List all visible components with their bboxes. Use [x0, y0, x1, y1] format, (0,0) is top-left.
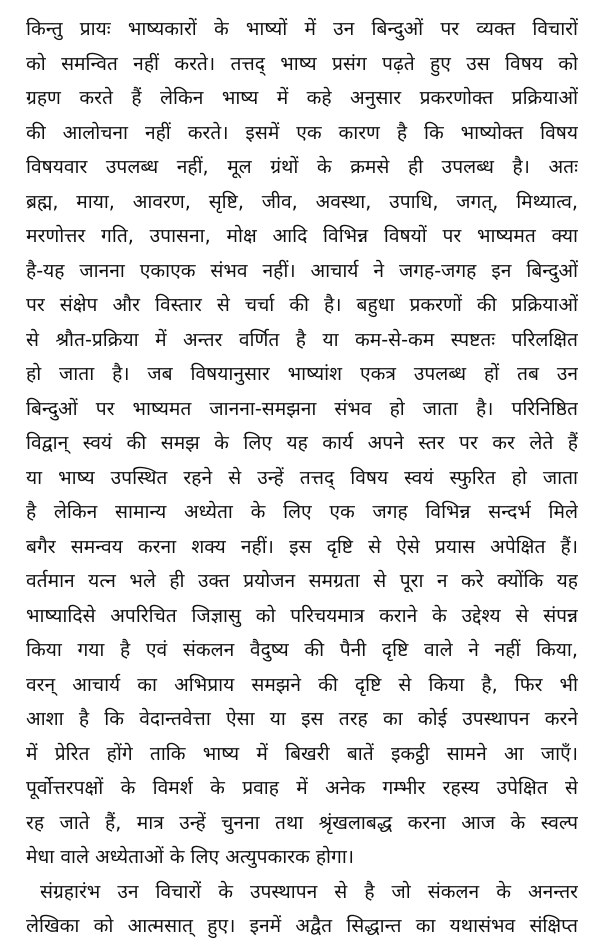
text-line: पर संक्षेप और विस्तार से चर्चा की है। बहुधा प्रकरणों की प्रक्रियाओं [26, 293, 578, 316]
text-line: या भाष्य उपस्थित रहने से उन्हें तत्तद् विषय स्वयं स्फुरित हो जाता [26, 465, 578, 489]
text-line: से श्रौत-प्रक्रिया में अन्तर वर्णित है या कम-से-कम स्पष्टतः परिलक्षित [26, 327, 578, 351]
text-line: विषयवार उपलब्ध नहीं, मूल ग्रंथों के क्रमसे ही उपलब्ध है। अतः [26, 155, 578, 178]
text-line: किया गया है एवं संकलन वैदुष्य की पैनी दृष्टि वाले ने नहीं किया, [26, 638, 578, 661]
paragraph-start-line: संग्रहारंभ उन विचारों के उपस्थापन से है जो संकलन के अनन्तर [40, 879, 578, 903]
text-line: है-यह जानना एकाएक संभव नहीं। आचार्य ने जगह-जगह इन बिन्दुओं [26, 258, 578, 282]
text-line: बिन्दुओं पर भाष्यमत जानना-समझना संभव हो जाता है। परिनिष्ठित [26, 396, 578, 420]
text-line: को समन्वित नहीं करते। तत्तद् भाष्य प्रसंग पढ़ते हुए उस विषय को [26, 51, 578, 75]
text-line: में प्रेरित होंगे ताकि भाष्य में बिखरी बातें इकट्ठी सामने आ जाएँ। [26, 741, 578, 765]
text-line: की आलोचना नहीं करते। इसमें एक कारण है कि भाष्योक्त विषय [26, 120, 578, 144]
text-line: हो जाता है। जब विषयानुसार भाष्यांश एकत्र उपलब्ध हों तब उन [26, 362, 578, 385]
text-line: आशा है कि वेदान्तवेत्ता ऐसा या इस तरह का कोई उपस्थापन करने [26, 707, 578, 730]
text-line: वर्तमान यत्न भले ही उक्त प्रयोजन समग्रता से पूरा न करे क्योंकि यह [26, 569, 578, 592]
text-line: किन्तु प्रायः भाष्यकारों के भाष्यों में उन बिन्दुओं पर व्यक्त विचारों [26, 17, 578, 40]
text-line: है लेकिन सामान्य अध्येता के लिए एक जगह विभिन्न सन्दर्भ मिले [26, 500, 578, 523]
text-line: ग्रहण करते हैं लेकिन भाष्य में कहे अनुसार प्रकरणोक्त प्रक्रियाओं [26, 86, 578, 109]
paragraph-end-line: मेधा वाले अध्येताओं के लिए अत्युपकारक होगा। [26, 845, 355, 868]
text-line: ब्रह्म, माया, आवरण, सृष्टि, जीव, अवस्था, उपाधि, जगत्, मिथ्यात्व, [26, 189, 578, 213]
text-line: विद्वान् स्वयं की समझ के लिए यह कार्य अपने स्तर पर कर लेते हैं [26, 431, 578, 454]
text-line: वरन् आचार्य का अभिप्राय समझने की दृष्टि से किया है, फिर भी [26, 672, 578, 696]
text-line: भाष्यादिसे अपरिचित जिज्ञासु को परिचयमात्र कराने के उद्देश्य से संपन्न [26, 603, 578, 627]
document-page [26, 12, 578, 944]
text-line: लेखिका को आत्मसात् हुए। इनमें अद्वैत सिद्धान्त का यथासंभव संक्षिप्त [26, 914, 578, 937]
text-line: रह जाते हैं, मात्र उन्हें चुनना तथा श्रृंखलाबद्ध करना आज के स्वल्प [26, 810, 578, 834]
text-line: पूर्वोत्तरपक्षों के विमर्श के प्रवाह में अनेक गम्भीर रहस्य उपेक्षित से [26, 776, 578, 799]
text-line: बगैर समन्वय करना शक्य नहीं। इस दृष्टि से ऐसे प्रयास अपेक्षित हैं। [26, 534, 578, 558]
text-line: मरणोत्तर गति, उपासना, मोक्ष आदि विभिन्न विषयों पर भाष्यमत क्या [26, 224, 578, 247]
